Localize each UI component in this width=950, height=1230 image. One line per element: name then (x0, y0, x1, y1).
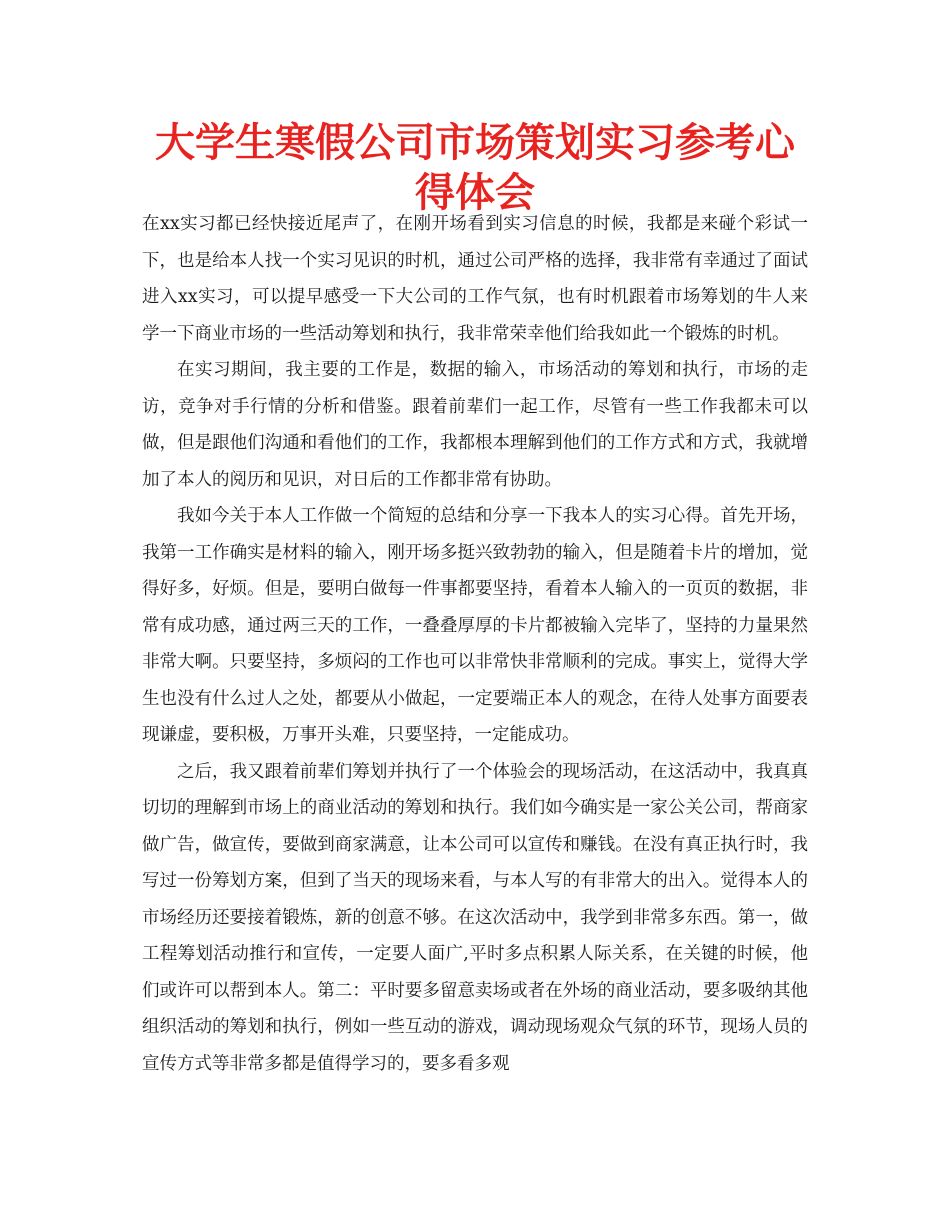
paragraph-1: 在xx实习都已经快接近尾声了，在刚开场看到实习信息的时候，我都是来碰个彩试一下，也是给本人找一个实习见识的时机，通过公司严格的选择，我非常有幸通过了面试进入xx实习，可以提早感受一下大公司的工作气氛，也有时机跟着市场筹划的牛人来学一下商业市场的一些活动筹划和执行，我非常荣幸他们给我如此一个锻炼的时机。 (142, 214, 808, 344)
document-title: 大学生寒假公司市场策划实习参考心得体会 (155, 120, 795, 216)
paragraph-2: 在实习期间，我主要的工作是，数据的输入，市场活动的筹划和执行，市场的走访，竞争对手行情的分析和借鉴。跟着前辈们一起工作，尽管有一些工作我都未可以做，但是跟他们沟通和看他们的工作，我都根本理解到他们的工作方式和方式，我就增加了本人的阅历和见识，对日后的工作都非常有协助。 (142, 360, 808, 490)
paragraph-3: 我如今关于本人工作做一个简短的总结和分享一下我本人的实习心得。首先开场，我第一工作确实是材料的输入，刚开场多挺兴致勃勃的输入，但是随着卡片的增加，觉得好多，好烦。但是，要明白做每一件事都要坚持，看着本人输入的一页页的数据，非常有成功感，通过两三天的工作，一叠叠厚厚的卡片都被输入完毕了，坚持的力量果然非常大啊。只要坚持，多烦闷的工作也可以非常快非常顺利的完成。事实上，觉得大学生也没有什么过人之处，都要从小做起，一定要端正本人的观念，在待人处事方面要表现谦虚，要积极，万事开头难，只要坚持，一定能成功。 (142, 506, 808, 745)
document-body (142, 206, 808, 1082)
paragraph-4: 之后，我又跟着前辈们筹划并执行了一个体验会的现场活动，在这活动中，我真真切切的理解到市场上的商业活动的筹划和执行。我们如今确实是一家公关公司，帮商家做广告，做宣传，要做到商家满意，让本公司可以宣传和赚钱。在没有真正执行时，我写过一份筹划方案，但到了当天的现场来看，与本人写的有非常大的出入。觉得本人的市场经历还要接着锻炼，新的创意不够。在这次活动中，我学到非常多东西。第一，做工程筹划活动推行和宣传，一定要人面广,平时多点积累人际关系，在关键的时候，他们或许可以帮到本人。第二：平时要多留意卖场或者在外场的商业活动，要多吸纳其他组织活动的筹划和执行，例如一些互动的游戏，调动现场观众气氛的环节，现场人员的宣传方式等非常多都是值得学习的，要多看多观 (142, 761, 808, 1074)
